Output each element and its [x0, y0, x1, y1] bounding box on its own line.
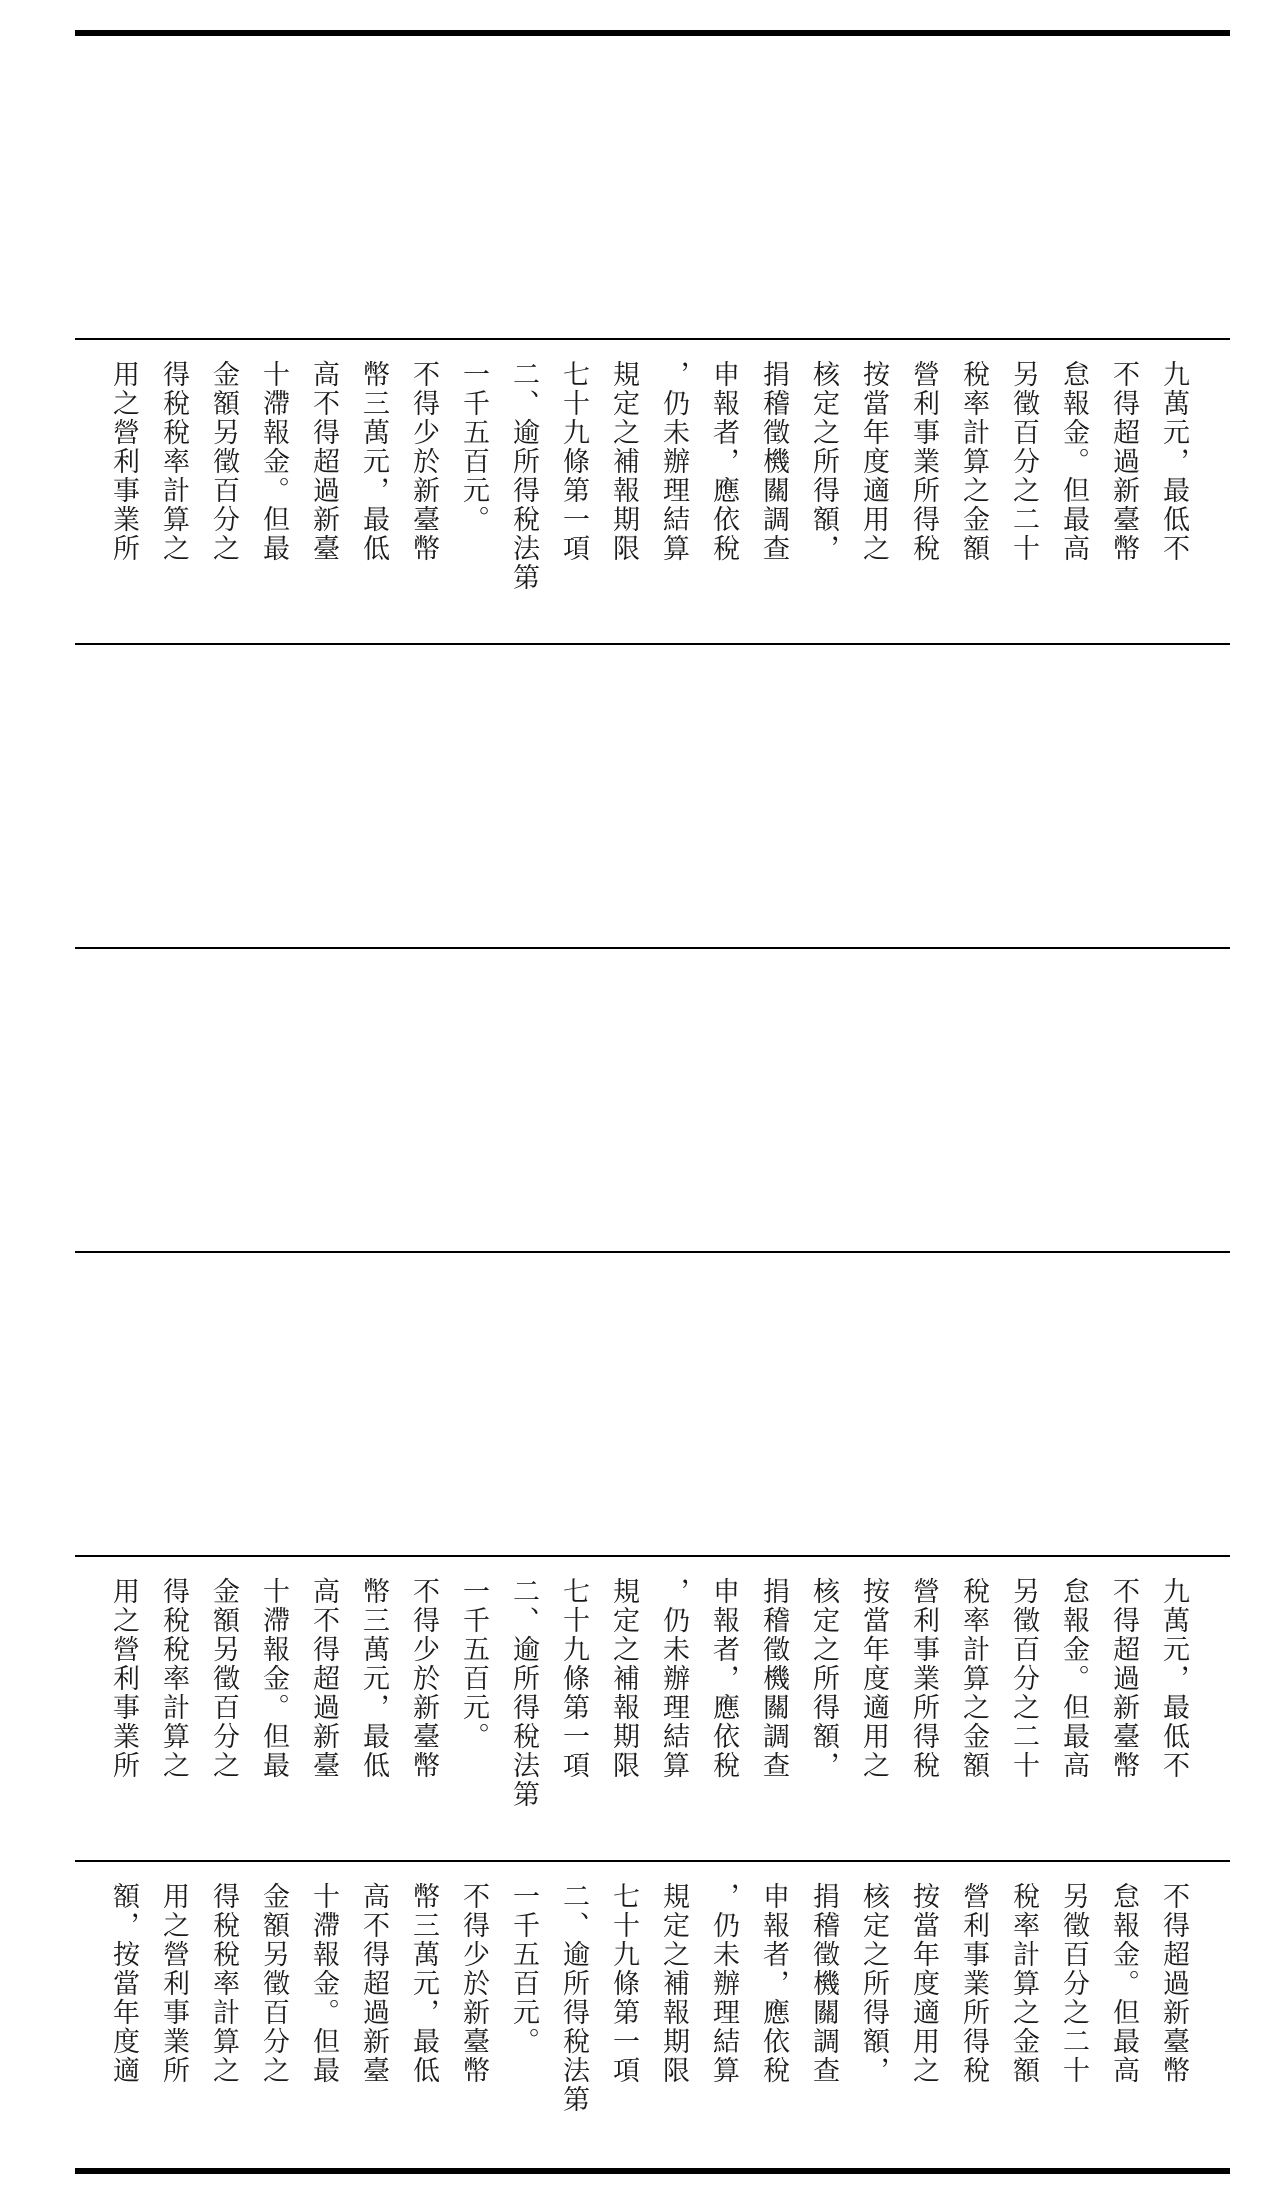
text-column: 營利事業所得稅 — [908, 1577, 939, 1780]
text-column: 九萬元，最低不 — [1158, 1577, 1189, 1780]
text-cell — [0, 1557, 1281, 1860]
text-column: 捐稽徵機關調查 — [808, 1882, 839, 2085]
text-column: 捐稽徵機關調查 — [758, 360, 789, 563]
text-cell — [0, 1862, 1281, 2168]
text-column: 金額另徵百分之 — [258, 1882, 289, 2085]
text-column: 十滯報金。但最 — [308, 1882, 339, 2085]
text-column: 另徵百分之二十 — [1058, 1882, 1089, 2085]
text-column: 一千五百元。 — [508, 1882, 539, 2056]
text-column: 金額另徵百分之 — [208, 1577, 239, 1780]
text-column: ，仍未辦理結算 — [708, 1882, 739, 2085]
text-column: 二、逾所得稅法第 — [508, 360, 539, 592]
text-column: 高不得超過新臺 — [308, 360, 339, 563]
text-column: 額，按當年度適 — [108, 1882, 139, 2085]
text-column: 一千五百元。 — [458, 360, 489, 534]
text-column: 幣三萬元，最低 — [408, 1882, 439, 2085]
text-column: 怠報金。但最高 — [1058, 1577, 1089, 1780]
text-column: 十滯報金。但最 — [258, 1577, 289, 1780]
text-column: 不得少於新臺幣 — [408, 1577, 439, 1780]
text-column: 二、逾所得稅法第 — [508, 1577, 539, 1809]
text-column: 七十九條第一項 — [608, 1882, 639, 2085]
text-cell — [0, 340, 1281, 643]
text-column: 得稅稅率計算之 — [208, 1882, 239, 2085]
text-column: 營利事業所得稅 — [958, 1882, 989, 2085]
text-column: 稅率計算之金額 — [958, 1577, 989, 1780]
text-column: 按當年度適用之 — [858, 1577, 889, 1780]
text-column: 核定之所得額， — [808, 1577, 839, 1780]
text-column: 按當年度適用之 — [858, 360, 889, 563]
text-column: 另徵百分之二十 — [1008, 1577, 1039, 1780]
text-column: 用之營利事業所 — [158, 1882, 189, 2085]
empty-cell — [0, 36, 1281, 338]
text-column: 捐稽徵機關調查 — [758, 1577, 789, 1780]
text-column: 規定之補報期限 — [608, 1577, 639, 1780]
text-column: 不得超過新臺幣 — [1158, 1882, 1189, 2085]
text-column: 高不得超過新臺 — [358, 1882, 389, 2085]
text-column: 稅率計算之金額 — [1008, 1882, 1039, 2085]
text-column: 申報者，應依稅 — [708, 1577, 739, 1780]
text-column: 規定之補報期限 — [608, 360, 639, 563]
bottom-rule — [75, 2168, 1230, 2174]
text-column: 不得少於新臺幣 — [408, 360, 439, 563]
text-column: 不得超過新臺幣 — [1108, 360, 1139, 563]
text-column: 金額另徵百分之 — [208, 360, 239, 563]
text-column: ，仍未辦理結算 — [658, 360, 689, 563]
text-column: 幣三萬元，最低 — [358, 360, 389, 563]
text-column: 不得少於新臺幣 — [458, 1882, 489, 2085]
text-column: 一千五百元。 — [458, 1577, 489, 1751]
text-column: 核定之所得額， — [808, 360, 839, 563]
text-column: 申報者，應依稅 — [708, 360, 739, 563]
text-column: 另徵百分之二十 — [1008, 360, 1039, 563]
text-column: 七十九條第一項 — [558, 1577, 589, 1780]
text-column: 高不得超過新臺 — [308, 1577, 339, 1780]
text-column: 規定之補報期限 — [658, 1882, 689, 2085]
text-column: 得稅稅率計算之 — [158, 1577, 189, 1780]
text-column: 十滯報金。但最 — [258, 360, 289, 563]
text-column: 得稅稅率計算之 — [158, 360, 189, 563]
text-column: 九萬元，最低不 — [1158, 360, 1189, 563]
text-column: 申報者，應依稅 — [758, 1882, 789, 2085]
text-column: 不得超過新臺幣 — [1108, 1577, 1139, 1780]
text-column: 七十九條第一項 — [558, 360, 589, 563]
text-column: 怠報金。但最高 — [1108, 1882, 1139, 2085]
text-column: 用之營利事業所 — [108, 360, 139, 563]
text-column: 怠報金。但最高 — [1058, 360, 1089, 563]
text-column: 幣三萬元，最低 — [358, 1577, 389, 1780]
text-column: ，仍未辦理結算 — [658, 1577, 689, 1780]
text-column: 二、逾所得稅法第 — [558, 1882, 589, 2114]
empty-cell — [0, 1253, 1281, 1555]
text-column: 用之營利事業所 — [108, 1577, 139, 1780]
text-column: 營利事業所得稅 — [908, 360, 939, 563]
text-column: 按當年度適用之 — [908, 1882, 939, 2085]
empty-cell — [0, 949, 1281, 1251]
text-column: 核定之所得額， — [858, 1882, 889, 2085]
empty-cell — [0, 645, 1281, 947]
text-column: 稅率計算之金額 — [958, 360, 989, 563]
